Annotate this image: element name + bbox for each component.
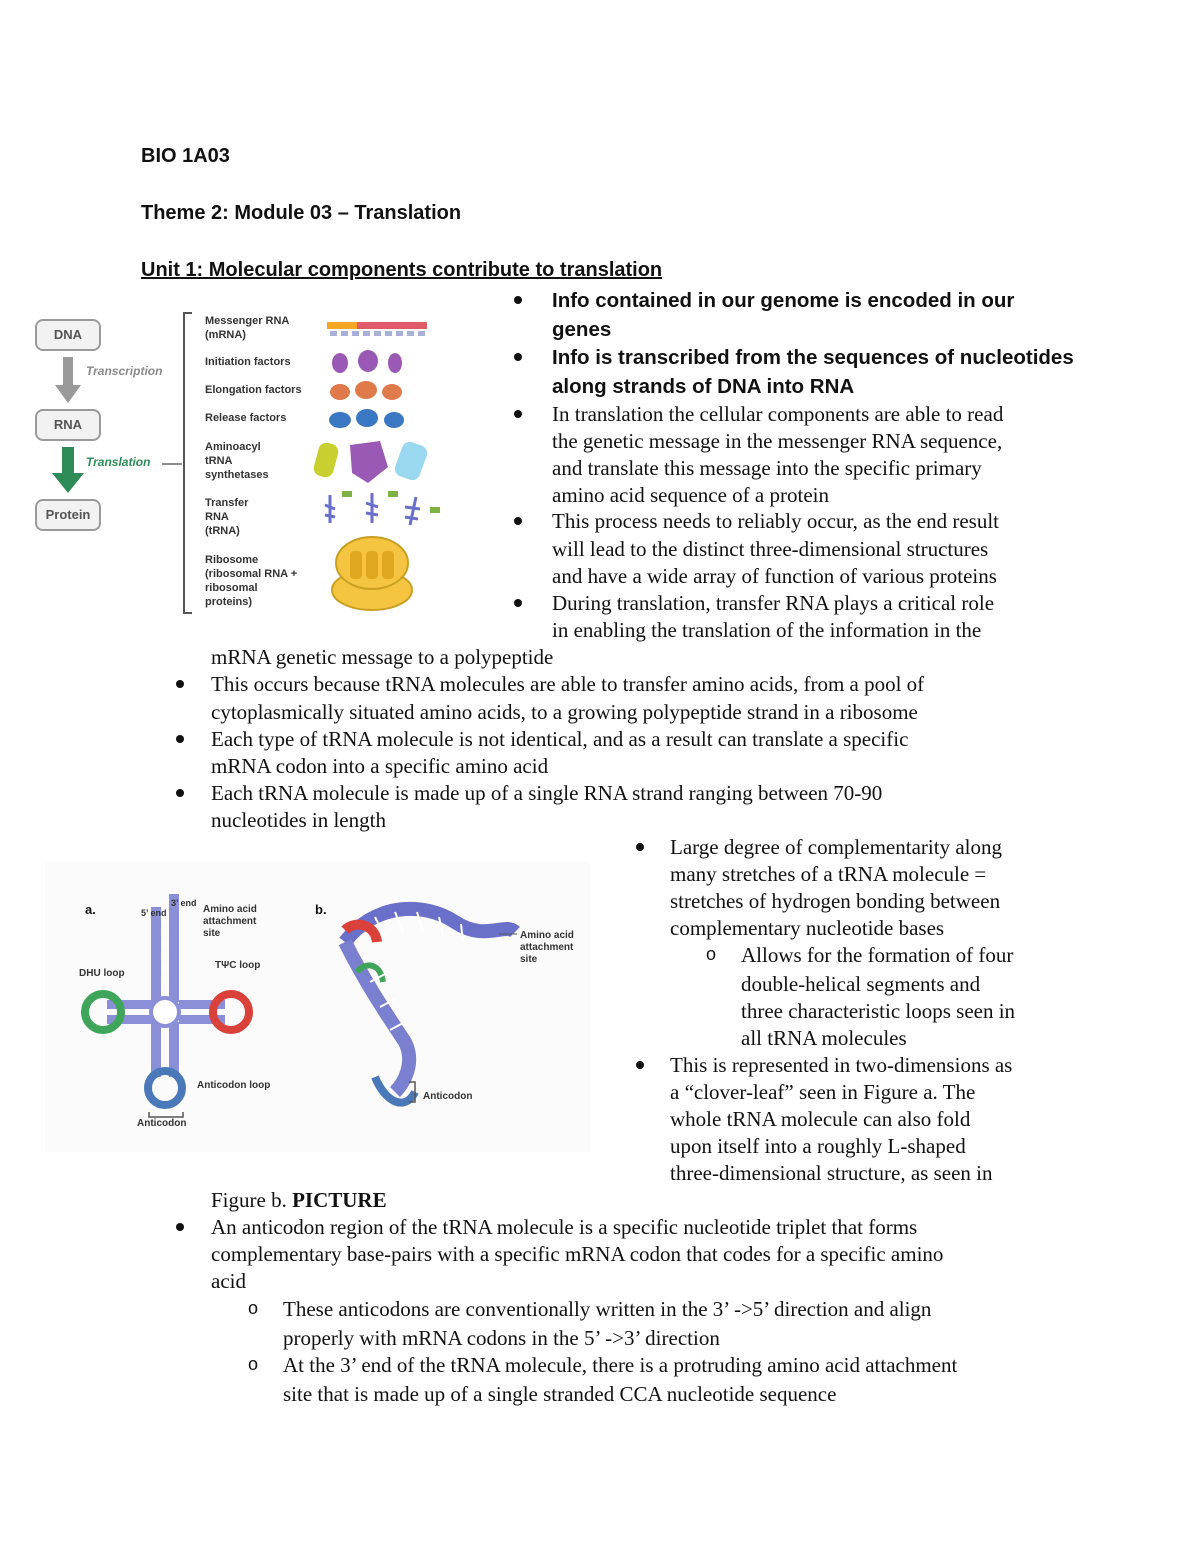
bullet-text: will lead to the distinct three-dimensional structures [552,537,989,561]
bullet-text: in enabling the translation of the information in the [552,618,982,642]
bullet-text: mRNA genetic message to a polypeptide [211,645,554,669]
bullet-text: nucleotides in length [211,808,386,832]
bullet-text: stretches of hydrogen bonding between [670,889,1001,913]
aminoacyl-label: Aminoacyl tRNA synthetases [205,441,269,481]
sub-bullet-text: double-helical segments and [741,972,981,996]
sub-bullet-text: These anticodons are conventionally written in the 3’ ->5’ direction and align [283,1297,932,1321]
flow-translation-label: Translation [86,455,151,469]
bullet-text: along strands of DNA into RNA [552,375,855,398]
figure-trna-structure [45,862,590,1152]
bullet-dot [514,410,522,418]
bullet-text: This process needs to reliably occur, as the end result [552,509,1000,533]
sub-bullet-text: all tRNA molecules [741,1026,907,1050]
trna-label: Transfer RNA (tRNA) [205,497,249,537]
anticodon-label-a: Anticodon [137,1118,187,1129]
bullet-text-continued [211,1187,387,1214]
sub-bullet-marker: o [706,944,717,964]
theme-title: Theme 2: Module 03 – Translation [141,202,462,224]
bullet-text: An anticodon region of the tRNA molecule is a specific nucleotide triplet that forms [211,1215,918,1239]
sub-bullet-marker: o [248,1298,259,1318]
bullet-text: complementary nucleotide bases [670,916,945,940]
flow-dna-label: DNA [53,327,83,342]
bullet-text: genes [552,318,612,341]
bullet-text: the genetic message in the messenger RNA sequence, [552,429,1003,453]
dhu-loop-label: DHU loop [79,968,125,979]
figure-a-label: a. [85,902,96,917]
bullet-dot [514,353,522,361]
anticodon-label-b: Anticodon [423,1091,473,1102]
bullet-text: Info contained in our genome is encoded in our [552,289,1015,312]
bullet-text: a “clover-leaf” seen in Figure a. The [670,1080,976,1104]
bullet-dot [176,735,184,743]
bullet-dot [514,599,522,607]
amino-acid-site-label-a: Amino acid attachment site [203,904,257,939]
bullet-text: Each type of tRNA molecule is not identical, and as a result can translate a specific [211,727,909,751]
sub-bullet-marker: o [248,1354,259,1374]
sub-bullet-text: site that is made up of a single stranded CCA nucleotide sequence [283,1382,837,1406]
bullet-text: In translation the cellular components are able to read [552,402,1004,426]
bullet-text: This occurs because tRNA molecules are able to transfer amino acids, from a pool of [211,672,925,696]
figure-b-ref: Figure b. [211,1188,287,1212]
sub-bullet-text: three characteristic loops seen in [741,999,1016,1023]
bullet-dot [176,789,184,797]
bullet-text: many stretches of a tRNA molecule = [670,862,987,886]
bullet-text: upon itself into a roughly L-shaped [670,1134,966,1158]
anticodon-loop-label: Anticodon loop [197,1080,271,1091]
course-code: BIO 1A03 [141,145,230,167]
bullet-text: amino acid sequence of a protein [552,483,829,507]
elongation-factors-label: Elongation factors [205,384,302,396]
bullet-text: whole tRNA molecule can also fold [670,1107,971,1131]
bullet-text: acid [211,1269,246,1293]
bullet-dot [636,843,644,851]
flow-transcription-label: Transcription [86,364,163,378]
bullet-text: Info is transcribed from the sequences of nucleotides [552,346,1074,369]
flow-rna-label: RNA [53,417,83,432]
sub-bullet-text: properly with mRNA codons in the 5’ ->3’ direction [283,1326,720,1350]
bullet-text: Large degree of complementarity along [670,835,1002,859]
picture-marker: PICTURE [292,1188,387,1212]
bullet-text: complementary base-pairs with a specific mRNA codon that codes for a specific amino [211,1242,944,1266]
sub-bullet-text: Allows for the formation of four [741,943,1014,967]
release-factors-label: Release factors [205,412,287,424]
ribosome-label: Ribosome (ribosomal RNA + ribosomal proteins) [205,554,298,608]
bullet-dot [176,680,184,688]
bullet-text: and translate this message into the specific primary [552,456,982,480]
five-end-label: 5’ end [141,908,167,918]
bullet-text: mRNA codon into a specific amino acid [211,754,549,778]
figure-b-label: b. [315,902,327,917]
bullet-text: This is represented in two-dimensions as [670,1053,1013,1077]
three-end-label: 3’ end [171,898,197,908]
bullet-text: cytoplasmically situated amino acids, to a growing polypeptide strand in a ribosome [211,700,918,724]
bullet-dot [514,517,522,525]
bullet-text: Each tRNA molecule is made up of a single RNA strand ranging between 70-90 [211,781,883,805]
cca-label: CCA [477,930,495,939]
amino-acid-site-label-b: Amino acid attachment site [520,930,574,965]
bullet-dot [176,1223,184,1231]
initiation-factors-label: Initiation factors [205,356,291,368]
unit-title: Unit 1: Molecular components contribute to translation [141,259,663,281]
bullet-dot [636,1061,644,1069]
figure-components [0,295,470,630]
sub-bullet-text: At the 3’ end of the tRNA molecule, there is a protruding amino acid attachment [283,1353,958,1377]
bullet-text: During translation, transfer RNA plays a critical role [552,591,995,615]
bullet-text: and have a wide array of function of various proteins [552,564,997,588]
flow-protein-label: Protein [45,507,91,522]
mrna-label: Messenger RNA (mRNA) [205,315,290,341]
bullet-text: three-dimensional structure, as seen in [670,1161,993,1185]
bullet-dot [514,296,522,304]
tpsic-loop-label: TΨC loop [215,960,261,971]
